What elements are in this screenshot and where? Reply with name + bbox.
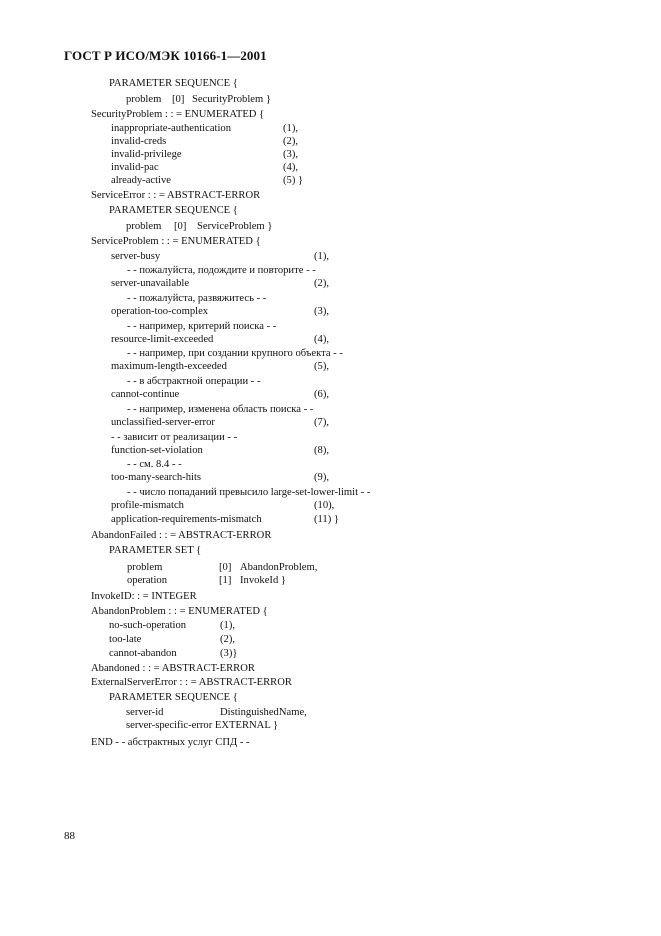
code-line-t3: InvokeId } [240,575,286,586]
code-line: server-id [126,707,164,718]
code-line: PARAMETER SET { [109,545,202,556]
code-line: application-requirements-mismatch [111,514,262,525]
code-line-t2: (3), [283,149,299,160]
code-line: PARAMETER SEQUENCE { [109,205,238,216]
code-line-t2: (2), [283,136,299,147]
code-line: cannot-continue [111,389,180,400]
code-line: problem [127,562,163,573]
code-line-t2: DistinguishedName, [220,707,307,718]
code-line-t2: [0] [172,94,185,105]
code-line: no-such-operation [109,620,187,631]
code-line-t3: AbandonProblem, [240,562,318,573]
document-header: ГОСТ Р ИСО/МЭК 10166-1—2001 [64,48,267,63]
code-line: AbandonFailed : : = ABSTRACT-ERROR [91,530,272,541]
code-line: invalid-privilege [111,149,182,160]
code-line-t2: (3)} [220,648,238,659]
code-line: problem [126,221,162,232]
code-line-t2: [1] [219,575,232,586]
code-line-t2: (5), [314,361,330,372]
code-line-t2: (8), [314,445,330,456]
code-line-t3: SecurityProblem } [192,94,271,105]
code-line: invalid-pac [111,162,159,173]
code-line-t2: (11) } [314,514,339,525]
code-line: too-many-search-hits [111,472,202,483]
code-line: - - например, при создании крупного объекта - - [127,348,343,359]
code-line: already-active [111,175,171,186]
code-line: InvokeID: : = INTEGER [91,591,197,602]
code-line: - - в абстрактной операции - - [127,376,261,387]
code-line: server-busy [111,251,161,262]
code-line: ServiceError : : = ABSTRACT-ERROR [91,190,261,201]
code-line: maximum-length-exceeded [111,361,227,372]
code-line-t2: (7), [314,417,330,428]
code-line: PARAMETER SEQUENCE { [109,78,238,89]
code-line: ServiceProblem : : = ENUMERATED { [91,236,261,247]
code-line: resource-limit-exceeded [111,334,214,345]
code-line-t2: (10), [314,500,335,511]
code-line: ExternalServerError : : = ABSTRACT-ERROR [91,677,292,688]
code-line: too-late [109,634,142,645]
code-line-t2: [0] [174,221,187,232]
code-line-t2: (1), [220,620,236,631]
code-line: inappropriate-authentication [111,123,232,134]
code-line: - - число попаданий превысило large-set-lower-limit - - [127,487,371,498]
code-line: operation-too-complex [111,306,209,317]
code-line-t2: (1), [314,251,330,262]
code-line: invalid-creds [111,136,167,147]
code-line: problem [126,94,162,105]
code-line-t2: (6), [314,389,330,400]
code-line: cannot-abandon [109,648,177,659]
code-line-t3: ServiceProblem } [197,221,273,232]
code-line: - - пожалуйста, развяжитесь - - [127,293,267,304]
code-line: AbandonProblem : : = ENUMERATED { [91,606,268,617]
code-line-t2: (4), [314,334,330,345]
code-line: - - например, изменена область поиска - - [127,404,314,415]
code-line-t2: (9), [314,472,330,483]
code-line-t2: (2), [220,634,236,645]
code-line: Abandoned : : = ABSTRACT-ERROR [91,663,255,674]
code-line-t2: [0] [219,562,232,573]
code-line: server-unavailable [111,278,190,289]
code-line: - - пожалуйста, подождите и повторите - - [127,265,316,276]
code-line: SecurityProblem : : = ENUMERATED { [91,109,265,120]
code-line: function-set-violation [111,445,203,456]
code-line: operation [127,575,168,586]
code-line-t2: (1), [283,123,299,134]
code-line-t2: (2), [314,278,330,289]
code-line: PARAMETER SEQUENCE { [109,692,238,703]
code-line-t2: (4), [283,162,299,173]
code-line-t2: (3), [314,306,330,317]
page-number: 88 [64,830,75,842]
code-line: - - см. 8.4 - - [127,459,182,470]
code-line: - - например, критерий поиска - - [127,321,277,332]
code-line-t2: (5) } [283,175,304,186]
code-line: server-specific-error EXTERNAL } [126,720,279,731]
code-line: - - зависит от реализации - - [111,432,238,443]
code-line: END - - абстрактных услуг СПД - - [91,737,250,748]
code-line: unclassified-server-error [111,417,215,428]
code-line: profile-mismatch [111,500,184,511]
